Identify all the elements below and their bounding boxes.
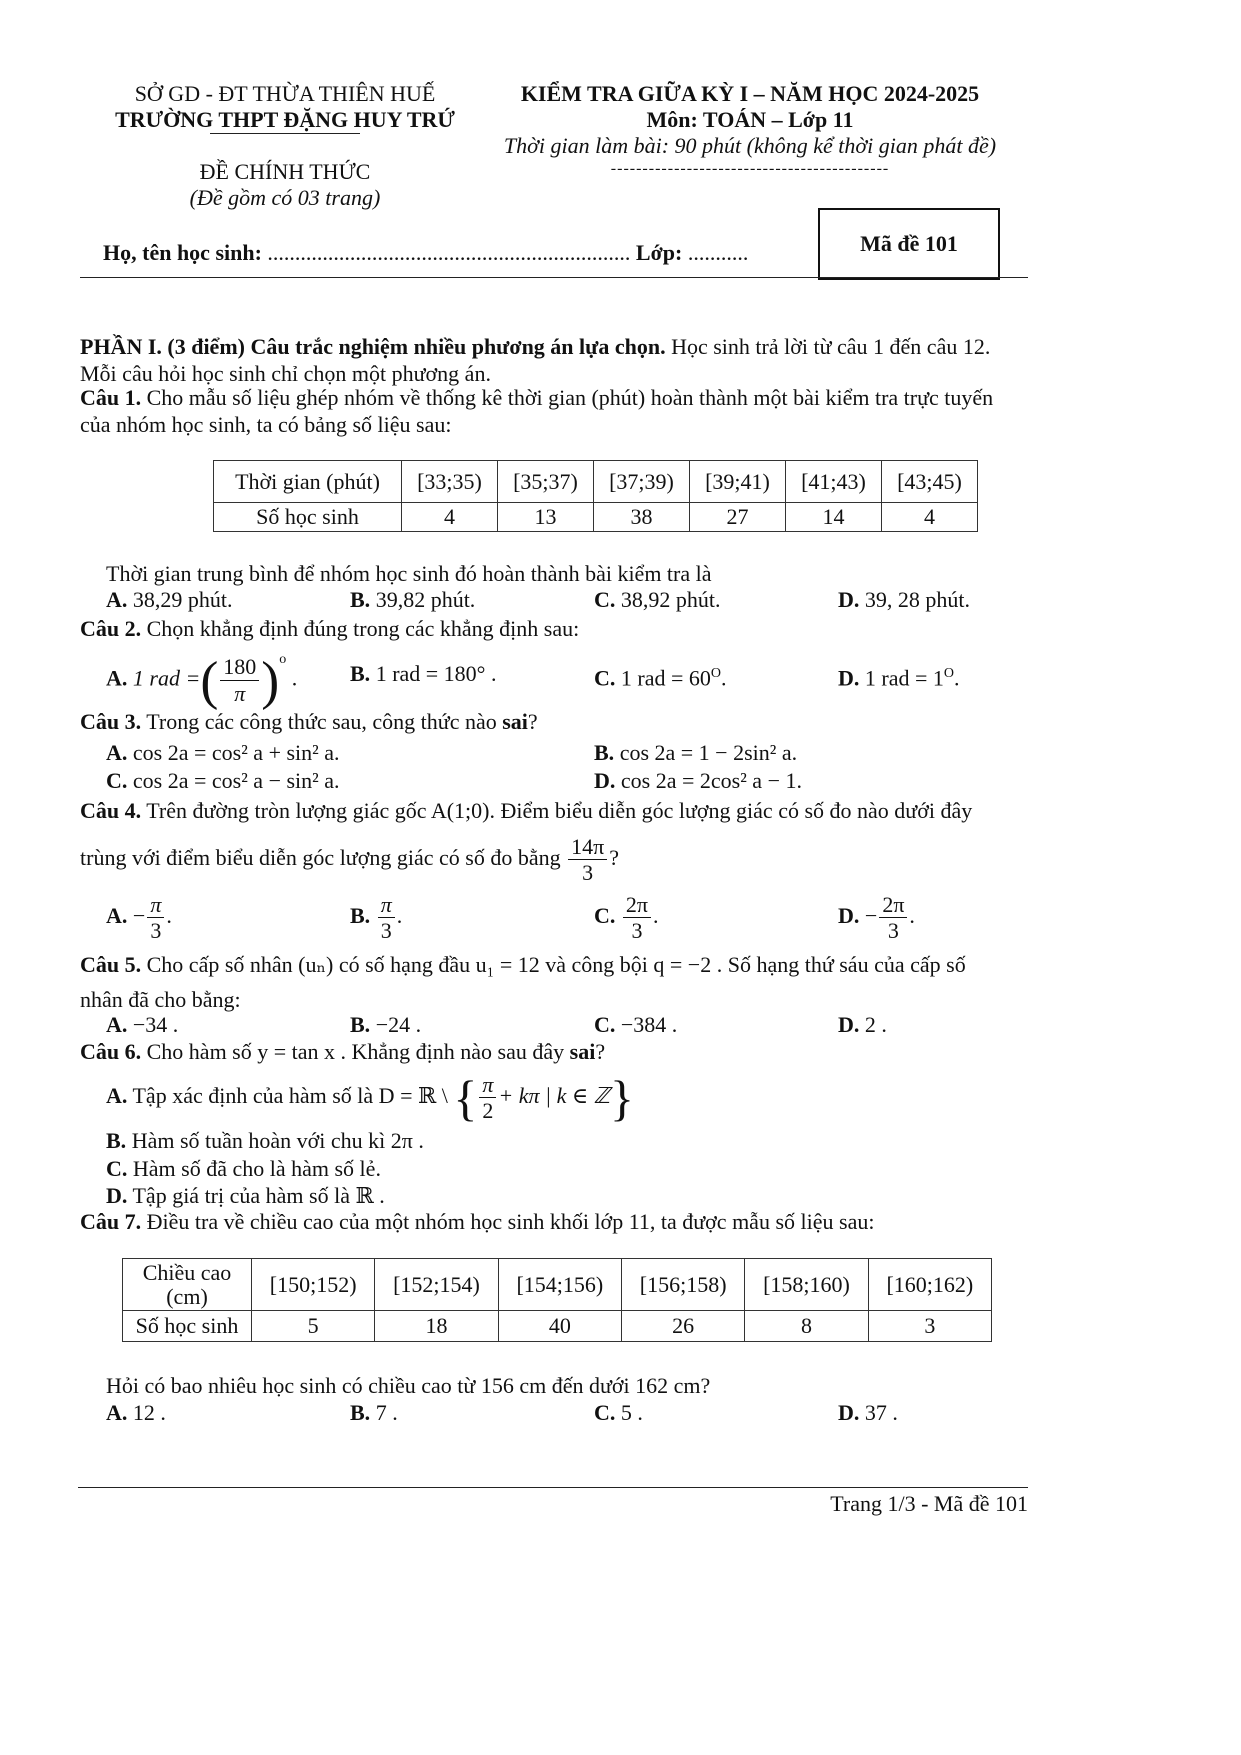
q4-label: Câu 4. (80, 798, 142, 823)
option-text: Tập giá trị của hàm số là ℝ . (127, 1183, 385, 1208)
q1-table-header-cell: [33;35) (402, 461, 498, 503)
q2-text: Chọn khẳng định đúng trong các khẳng định sau: (141, 616, 580, 641)
q6-bold-word: sai (569, 1039, 596, 1064)
question-4-line-1 (80, 797, 1040, 824)
q3-option-c (106, 767, 340, 794)
numerator: π (479, 1072, 496, 1098)
official-label: ĐỀ CHÍNH THỨC (199, 159, 371, 184)
option-label: B. (350, 903, 371, 928)
page-footer: Trang 1/3 - Mã đề 101 (830, 1491, 1028, 1516)
q7-option-a (106, 1399, 166, 1426)
q7-table-header-cell: [150;152) (252, 1259, 375, 1311)
question-5 (80, 951, 1040, 1022)
q7-table-header-cell: [158;160) (745, 1259, 868, 1311)
q1-table-cell: 13 (498, 503, 594, 532)
q6-text: Cho hàm số y = tan x . Khẳng định nào sau đây (141, 1039, 570, 1064)
q1-table-cell: 4 (882, 503, 978, 532)
option-label: B. (350, 587, 376, 612)
option-label: D. (838, 665, 860, 691)
option-text: 7 . (375, 1400, 398, 1425)
option-label: A. (106, 1012, 133, 1037)
q7-table-cell: Số học sinh (123, 1311, 252, 1342)
period: . (396, 903, 403, 928)
q3-option-d (594, 767, 802, 794)
q1-table-header-cell: [41;43) (786, 461, 882, 503)
q2-option-a: A. 1 rad =( $\frac{180}{\pi}$ )$^o$ . (106, 650, 298, 711)
numerator: π (378, 892, 395, 918)
q7-table-header-cell: [154;156) (498, 1259, 621, 1311)
q7-option-d (838, 1399, 898, 1426)
fraction (568, 834, 607, 886)
q1-option-a (106, 586, 233, 613)
q3-text: Trong các công thức sau, công thức nào (141, 709, 503, 734)
q7-table-header-cell: Chiều cao (cm) (123, 1259, 252, 1311)
option-text: −34 . (132, 1012, 179, 1037)
option-label: D. (106, 1183, 128, 1208)
option-text: Tập xác định của hàm số là D = ℝ \ (127, 1083, 454, 1108)
option-label: A. (106, 587, 133, 612)
q6-option-d (106, 1182, 385, 1209)
q1-table-header-cell: [43;45) (882, 461, 978, 503)
fraction (623, 892, 651, 944)
q7-table (122, 1258, 992, 1342)
subject-line: Môn: TOÁN – Lớp 11 (646, 107, 854, 132)
q1-option-c (594, 586, 721, 613)
option-text: −384 . (620, 1012, 678, 1037)
option-label: A. (106, 903, 128, 928)
numerator: 14π (568, 834, 607, 860)
option-text: 1 rad = 1 (864, 665, 944, 691)
option-text: 39,82 phút. (375, 587, 476, 612)
q5-option-a (106, 1011, 178, 1038)
degree-sup: o (279, 652, 287, 667)
minus-sign: − (864, 903, 878, 928)
option-label: A. (106, 1400, 133, 1425)
question-3 (80, 708, 538, 735)
q1-option-b (350, 586, 475, 613)
q1-table-cell: 14 (786, 503, 882, 532)
q7-table-header-cell: [160;162) (868, 1259, 991, 1311)
exam-code-box (818, 208, 1000, 280)
option-label: B. (594, 740, 615, 765)
option-text: 2 . (864, 1012, 887, 1037)
q1-label: Câu 1. (80, 385, 142, 410)
option-text: cos 2a = 1 − 2sin² a. (619, 740, 798, 765)
option-text: 1 rad = 180° . (375, 661, 497, 686)
q7-text: Điều tra về chiều cao của một nhóm học sinh khối lớp 11, ta được mẫu số liệu sau: (141, 1209, 875, 1234)
q7-option-c (594, 1399, 643, 1426)
option-label: B. (350, 1400, 376, 1425)
degree-sup: O (710, 666, 722, 681)
q5-option-b (350, 1011, 421, 1038)
header-divider (80, 277, 1028, 278)
student-name-row (103, 239, 748, 266)
option-label: D. (838, 1012, 865, 1037)
school-underline (210, 133, 360, 134)
fraction (879, 892, 907, 944)
option-text: + kπ | k ∈ ℤ (498, 1083, 611, 1108)
q6-qmark: ? (595, 1039, 606, 1064)
option-text: 38,29 phút. (132, 587, 233, 612)
option-text: −24 . (375, 1012, 422, 1037)
exam-code: Mã đề 101 (860, 231, 958, 256)
denominator: 3 (887, 918, 899, 944)
q6-option-b (106, 1127, 424, 1154)
degree-sup: O (943, 666, 955, 681)
option-text: cos 2a = 2cos² a − 1. (620, 768, 802, 793)
q1-table-header-cell: Thời gian (phút) (214, 461, 402, 503)
option-label: C. (594, 1012, 621, 1037)
option-text: Hàm số đã cho là hàm số lẻ. (127, 1156, 381, 1181)
denominator: 3 (380, 918, 392, 944)
option-text: Hàm số tuần hoàn với chu kì 2π . (126, 1128, 424, 1153)
question-7 (80, 1208, 874, 1235)
option-label: B. (350, 1012, 376, 1037)
q2-option-d: D. 1 rad = $1^O$. (838, 665, 960, 691)
q4-text-2: trùng với điểm biểu diễn góc lượng giác có số đo bằng (80, 845, 561, 870)
q3-qmark: ? (527, 709, 538, 734)
option-label: B. (106, 1128, 127, 1153)
q3-option-b (594, 739, 797, 766)
page-count: (Đề gồm có 03 trang) (189, 185, 381, 210)
brace-close: } (610, 1069, 635, 1126)
q7-prompt: Hỏi có bao nhiêu học sinh có chiều cao từ 156 cm đến dưới 162 cm? (106, 1373, 711, 1398)
q1-text-1: Cho mẫu số liệu ghép nhóm về thống kê thời gian (phút) hoàn thành một bài kiểm tra trực tuyến (141, 385, 994, 410)
denominator: 3 (582, 860, 594, 886)
minus-sign: − (132, 903, 146, 928)
q7-table-cell: 3 (868, 1311, 991, 1342)
header-dashes: -------------------------------------------- (610, 160, 890, 177)
option-label: C. (594, 1400, 621, 1425)
q7-label: Câu 7. (80, 1209, 142, 1234)
option-text: 38,92 phút. (620, 587, 721, 612)
period: . (653, 903, 659, 928)
option-text: 39, 28 phút. (864, 587, 971, 612)
paren-open: ( (200, 650, 219, 711)
option-label: D. (838, 587, 865, 612)
part1-intro-line2: Mỗi câu hỏi học sinh chỉ chọn một phương án. (80, 361, 491, 386)
q1-table (213, 460, 978, 532)
q7-table-header-cell: [152;154) (375, 1259, 498, 1311)
q3-option-a (106, 739, 340, 766)
q1-table-header-cell: [35;37) (498, 461, 594, 503)
q6-label: Câu 6. (80, 1039, 142, 1064)
question-1 (80, 384, 1035, 438)
class-dots: ........... (687, 240, 749, 265)
q2-option-b (350, 660, 496, 687)
part1-intro-rest: Học sinh trả lời từ câu 1 đến câu 12. (665, 334, 991, 359)
option-text: cos 2a = cos² a + sin² a. (132, 740, 340, 765)
option-text: 12 . (132, 1400, 166, 1425)
q1-prompt: Thời gian trung bình để nhóm học sinh đó hoàn thành bài kiểm tra là (106, 561, 712, 586)
option-label: C. (106, 1156, 128, 1181)
exam-title: KIỂM TRA GIỮA KỲ I – NĂM HỌC 2024-2025 (520, 81, 980, 106)
numerator: 2π (879, 892, 907, 918)
q6-option-c (106, 1155, 381, 1182)
option-label: A. (106, 740, 128, 765)
option-label: C. (594, 665, 616, 691)
q1-table-header-cell: [37;39) (594, 461, 690, 503)
name-label: Họ, tên học sinh: (103, 240, 262, 265)
option-text: 37 . (864, 1400, 898, 1425)
paren-close: ) (261, 650, 280, 711)
numerator: π (147, 892, 164, 918)
q7-option-b (350, 1399, 398, 1426)
q3-bold-word: sai (502, 709, 528, 734)
q1-table-cell: 4 (402, 503, 498, 532)
fraction (479, 1072, 496, 1124)
footer-divider (78, 1487, 1028, 1488)
option-text: cos 2a = cos² a − sin² a. (132, 768, 340, 793)
denominator: π (234, 680, 246, 706)
q1-option-d (838, 586, 970, 613)
denominator: 3 (631, 918, 643, 944)
option-label: A. (106, 665, 128, 691)
part1-intro (80, 333, 1030, 387)
fraction (147, 892, 164, 944)
option-text: 1 rad = 60 (620, 665, 711, 691)
time-line: Thời gian làm bài: 90 phút (không kể thời gian phát đề) (503, 133, 997, 158)
option-text: 1 rad = (132, 665, 201, 691)
q7-table-header-cell: [156;158) (621, 1259, 744, 1311)
q4-option-c (594, 888, 659, 944)
q1-table-cell: 38 (594, 503, 690, 532)
q5-label: Câu 5. (80, 952, 142, 977)
q7-table-cell: 18 (375, 1311, 498, 1342)
option-label: B. (350, 661, 371, 686)
q4-text-1: Trên đường tròn lượng giác gốc A(1;0). Điểm biểu diễn góc lượng giác có số đo nào dưới đây (141, 798, 973, 823)
q1-table-cell: 27 (690, 503, 786, 532)
question-4-line-2 (80, 830, 619, 886)
school-name: TRƯỜNG THPT ĐẶNG HUY TRỨ (115, 107, 455, 132)
class-label: Lớp: (635, 240, 683, 265)
option-label: C. (594, 587, 621, 612)
numerator: 2π (623, 892, 651, 918)
q5-text-2: nhân đã cho bằng: (80, 987, 241, 1012)
q2-option-c: C. 1 rad = $60^O$. (594, 665, 727, 691)
fraction (220, 654, 259, 706)
q5-option-c (594, 1011, 677, 1038)
period: . (909, 903, 915, 928)
q4-option-d (838, 888, 915, 944)
q3-label: Câu 3. (80, 709, 142, 734)
q7-table-cell: 5 (252, 1311, 375, 1342)
q7-table-cell: 40 (498, 1311, 621, 1342)
option-label: C. (594, 903, 616, 928)
denominator: 3 (150, 918, 162, 944)
q4-option-a (106, 888, 172, 944)
q5-option-d (838, 1011, 887, 1038)
q7-table-cell: 26 (621, 1311, 744, 1342)
q6-option-a (106, 1068, 634, 1124)
option-label: A. (106, 1083, 128, 1108)
q5-text-1: Cho cấp số nhân (uₙ) có số hạng đầu u₁ = 12 và công bội q = −2 . Số hạng thứ sáu của cấp số (141, 952, 966, 977)
denominator: 2 (482, 1098, 494, 1124)
q1-text-2: của nhóm học sinh, ta có bảng số liệu sau: (80, 412, 452, 437)
option-label: C. (106, 768, 128, 793)
q4-option-b (350, 888, 402, 944)
q7-table-cell: 8 (745, 1311, 868, 1342)
q1-table-cell: Số học sinh (214, 503, 402, 532)
numerator: 180 (220, 654, 259, 680)
option-text: 5 . (620, 1400, 643, 1425)
question-2 (80, 615, 579, 642)
q2-label: Câu 2. (80, 616, 142, 641)
option-label: D. (838, 1400, 865, 1425)
option-label: D. (594, 768, 616, 793)
fraction (378, 892, 395, 944)
brace-open: { (453, 1069, 478, 1126)
name-dots: .................................................................. (267, 240, 631, 265)
q4-qmark: ? (609, 845, 619, 870)
period: . (166, 903, 172, 928)
q1-table-header-cell: [39;41) (690, 461, 786, 503)
question-6 (80, 1038, 605, 1065)
option-label: D. (838, 903, 860, 928)
department-name: SỞ GD - ĐT THỪA THIÊN HUẾ (134, 81, 436, 106)
part1-title: PHẦN I. (3 điểm) Câu trắc nghiệm nhiều phương án lựa chọn. (80, 334, 666, 359)
